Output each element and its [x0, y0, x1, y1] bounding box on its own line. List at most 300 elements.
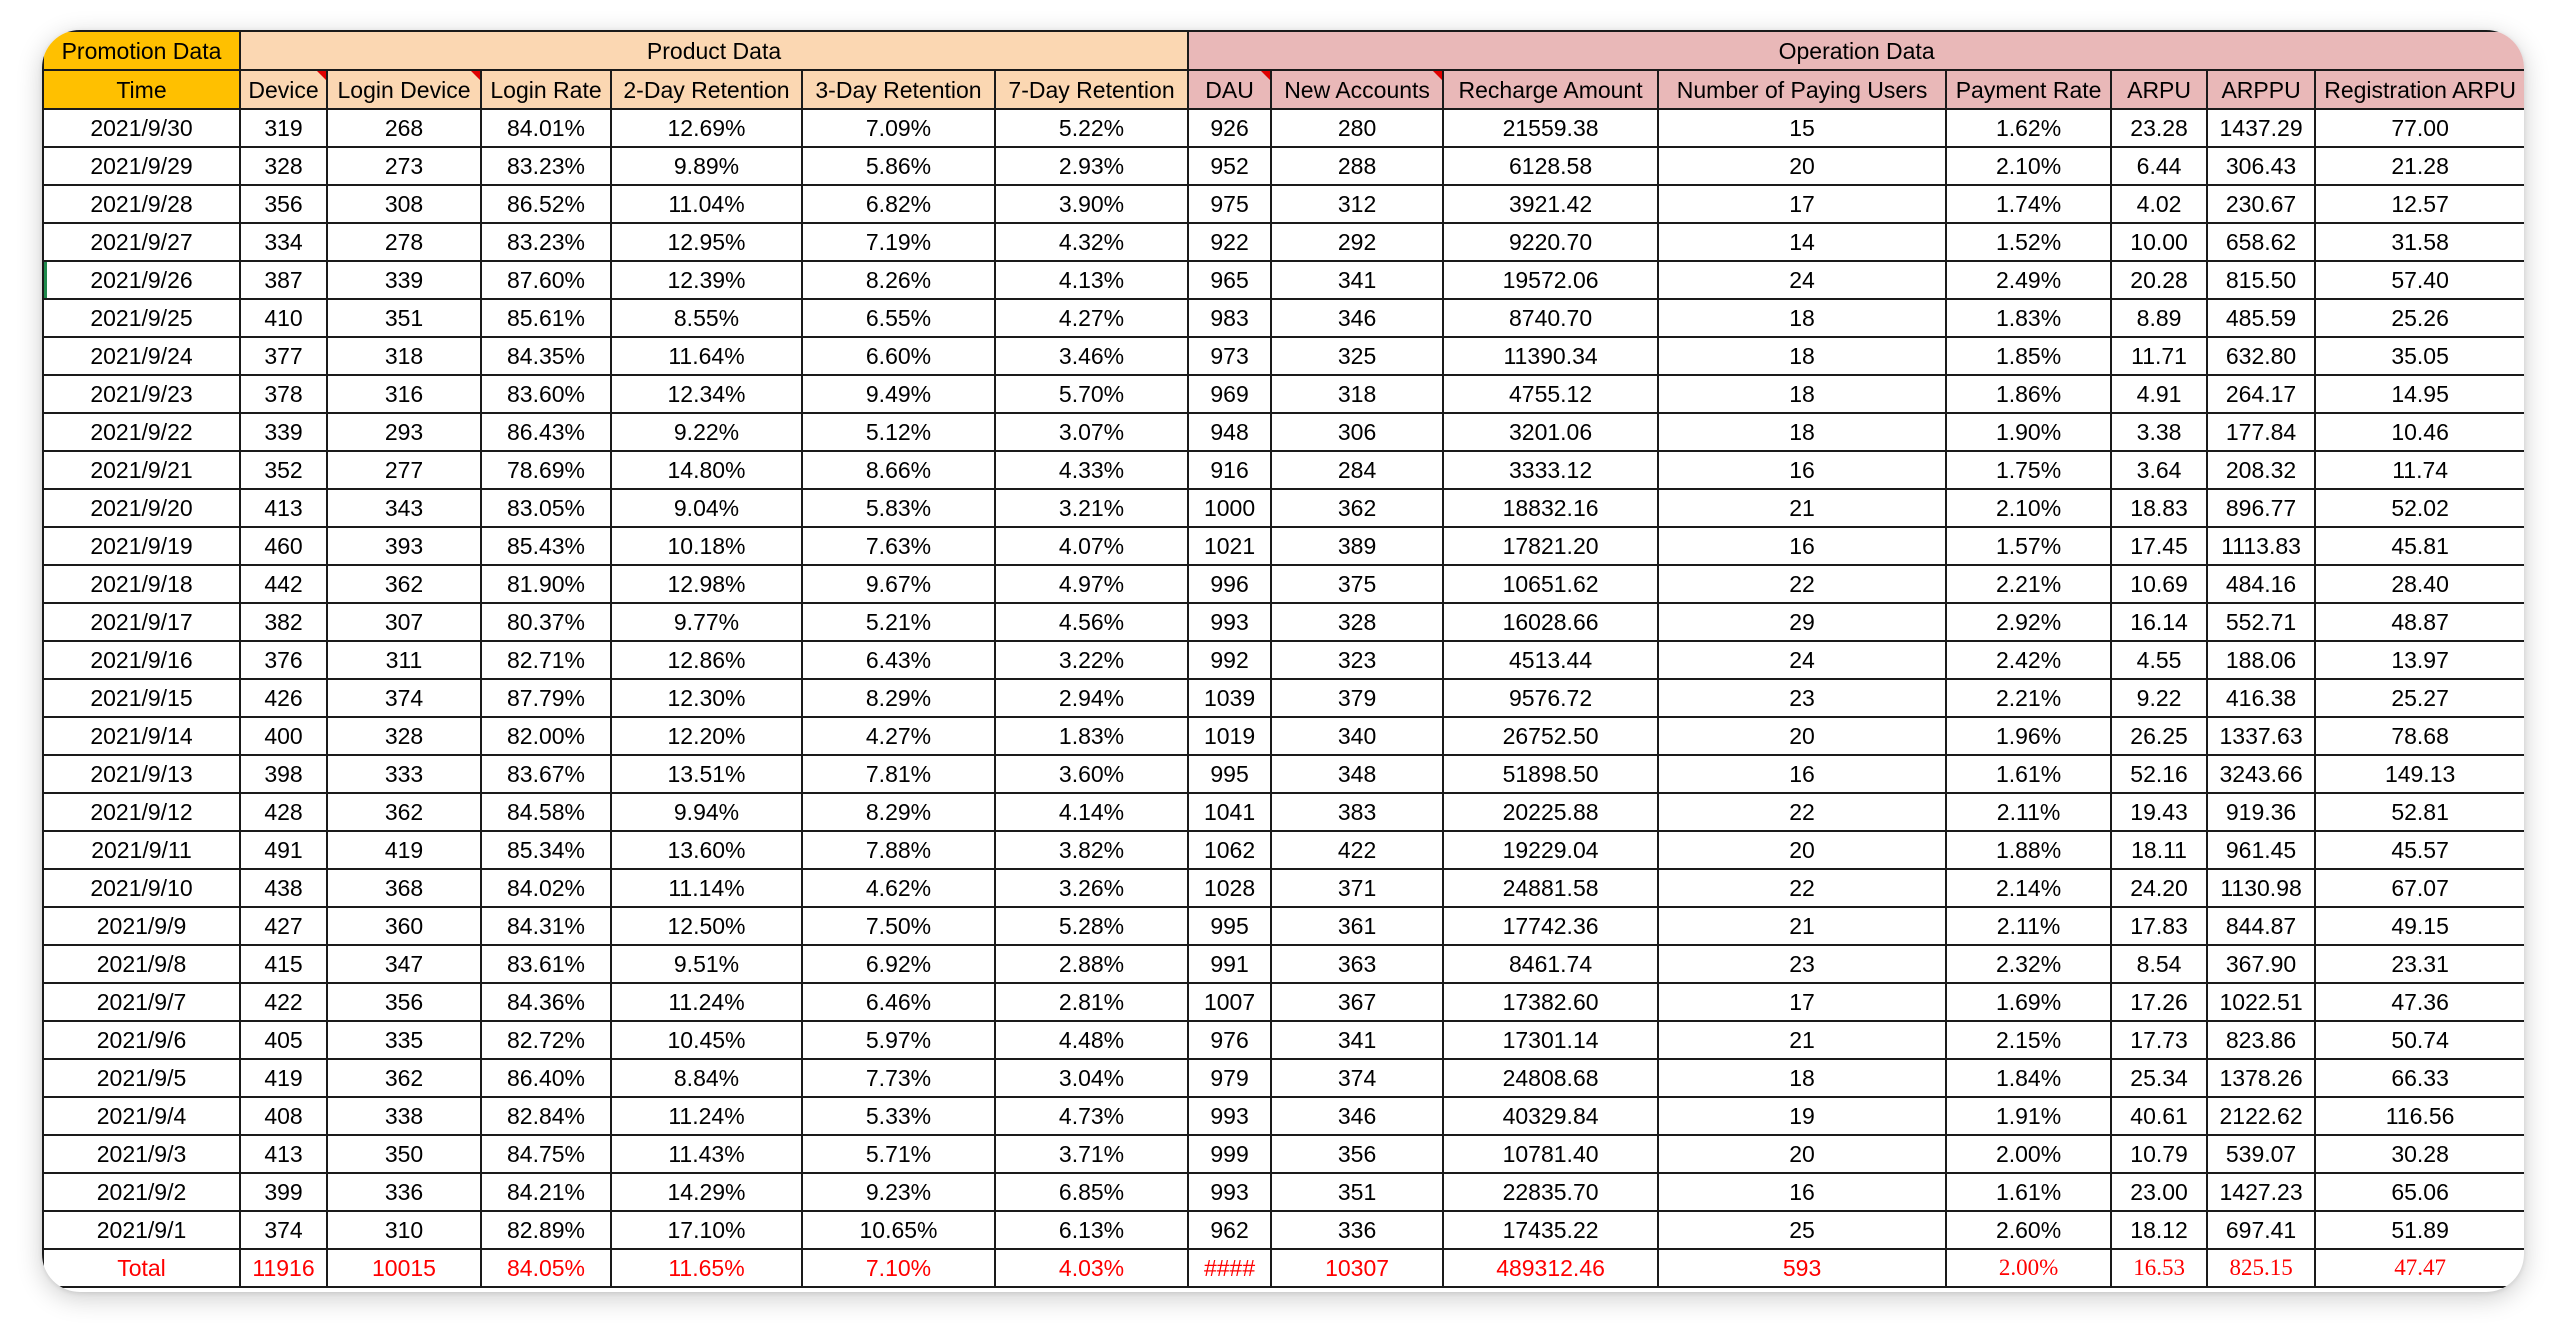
dau-cell[interactable]: 1021 — [1188, 527, 1271, 565]
arppu-cell[interactable]: 1427.23 — [2207, 1173, 2315, 1211]
device-cell[interactable]: 399 — [240, 1173, 327, 1211]
retention-7day-cell[interactable]: 4.48% — [995, 1021, 1188, 1059]
new-accounts-cell[interactable]: 328 — [1271, 603, 1443, 641]
new-accounts-cell[interactable]: 389 — [1271, 527, 1443, 565]
recharge-amount-cell[interactable]: 4755.12 — [1443, 375, 1658, 413]
total-login-device-cell[interactable]: 10015 — [327, 1249, 481, 1287]
retention-3day-cell[interactable]: 4.27% — [802, 717, 995, 755]
login-device-cell[interactable]: 310 — [327, 1211, 481, 1249]
login-device-cell[interactable]: 293 — [327, 413, 481, 451]
login-device-cell[interactable]: 316 — [327, 375, 481, 413]
login-rate-cell[interactable]: 86.43% — [481, 413, 611, 451]
promotion-data-group-header[interactable]: Promotion Data — [43, 31, 240, 70]
retention-2day-cell[interactable]: 12.69% — [611, 109, 802, 147]
arpu-cell[interactable]: 18.12 — [2111, 1211, 2207, 1249]
arpu-cell[interactable]: 9.22 — [2111, 679, 2207, 717]
device-cell[interactable]: 405 — [240, 1021, 327, 1059]
login-device-cell[interactable]: 419 — [327, 831, 481, 869]
dau-cell[interactable]: 973 — [1188, 337, 1271, 375]
arppu-cell[interactable]: 2122.62 — [2207, 1097, 2315, 1135]
payment-rate-cell[interactable]: 2.32% — [1946, 945, 2111, 983]
retention-3day-cell[interactable]: 6.82% — [802, 185, 995, 223]
retention-7day-cell[interactable]: 4.13% — [995, 261, 1188, 299]
paying-users-cell[interactable]: 16 — [1658, 1173, 1946, 1211]
header-time[interactable]: Time — [43, 70, 240, 109]
retention-2day-cell[interactable]: 13.60% — [611, 831, 802, 869]
registration-arpu-cell[interactable]: 30.28 — [2315, 1135, 2524, 1173]
dau-cell[interactable]: 1019 — [1188, 717, 1271, 755]
login-rate-cell[interactable]: 83.67% — [481, 755, 611, 793]
dau-cell[interactable]: 948 — [1188, 413, 1271, 451]
arppu-cell[interactable]: 961.45 — [2207, 831, 2315, 869]
login-device-cell[interactable]: 335 — [327, 1021, 481, 1059]
login-device-cell[interactable]: 351 — [327, 299, 481, 337]
arpu-cell[interactable]: 23.28 — [2111, 109, 2207, 147]
payment-rate-cell[interactable]: 2.92% — [1946, 603, 2111, 641]
retention-3day-cell[interactable]: 5.21% — [802, 603, 995, 641]
retention-2day-cell[interactable]: 11.04% — [611, 185, 802, 223]
header-7day-retention[interactable]: 7-Day Retention — [995, 70, 1188, 109]
retention-2day-cell[interactable]: 11.43% — [611, 1135, 802, 1173]
payment-rate-cell[interactable]: 2.10% — [1946, 147, 2111, 185]
retention-7day-cell[interactable]: 5.70% — [995, 375, 1188, 413]
device-cell[interactable]: 374 — [240, 1211, 327, 1249]
new-accounts-cell[interactable]: 379 — [1271, 679, 1443, 717]
payment-rate-cell[interactable]: 1.52% — [1946, 223, 2111, 261]
arppu-cell[interactable]: 416.38 — [2207, 679, 2315, 717]
arpu-cell[interactable]: 11.71 — [2111, 337, 2207, 375]
login-rate-cell[interactable]: 84.36% — [481, 983, 611, 1021]
paying-users-cell[interactable]: 23 — [1658, 945, 1946, 983]
recharge-amount-cell[interactable]: 10651.62 — [1443, 565, 1658, 603]
registration-arpu-cell[interactable]: 35.05 — [2315, 337, 2524, 375]
recharge-amount-cell[interactable]: 24808.68 — [1443, 1059, 1658, 1097]
paying-users-cell[interactable]: 18 — [1658, 413, 1946, 451]
retention-2day-cell[interactable]: 12.20% — [611, 717, 802, 755]
time-cell[interactable]: 2021/9/10 — [43, 869, 240, 907]
retention-7day-cell[interactable]: 1.83% — [995, 717, 1188, 755]
time-cell[interactable]: 2021/9/3 — [43, 1135, 240, 1173]
dau-cell[interactable]: 1000 — [1188, 489, 1271, 527]
new-accounts-cell[interactable]: 312 — [1271, 185, 1443, 223]
paying-users-cell[interactable]: 20 — [1658, 831, 1946, 869]
device-cell[interactable]: 382 — [240, 603, 327, 641]
paying-users-cell[interactable]: 18 — [1658, 299, 1946, 337]
dau-cell[interactable]: 995 — [1188, 907, 1271, 945]
time-cell[interactable]: 2021/9/27 — [43, 223, 240, 261]
login-rate-cell[interactable]: 83.23% — [481, 147, 611, 185]
retention-2day-cell[interactable]: 9.77% — [611, 603, 802, 641]
retention-3day-cell[interactable]: 9.23% — [802, 1173, 995, 1211]
login-device-cell[interactable]: 336 — [327, 1173, 481, 1211]
payment-rate-cell[interactable]: 1.69% — [1946, 983, 2111, 1021]
new-accounts-cell[interactable]: 336 — [1271, 1211, 1443, 1249]
arpu-cell[interactable]: 4.02 — [2111, 185, 2207, 223]
paying-users-cell[interactable]: 22 — [1658, 869, 1946, 907]
time-cell[interactable]: 2021/9/18 — [43, 565, 240, 603]
arppu-cell[interactable]: 208.32 — [2207, 451, 2315, 489]
device-cell[interactable]: 376 — [240, 641, 327, 679]
time-cell[interactable]: 2021/9/17 — [43, 603, 240, 641]
retention-7day-cell[interactable]: 2.94% — [995, 679, 1188, 717]
recharge-amount-cell[interactable]: 3921.42 — [1443, 185, 1658, 223]
payment-rate-cell[interactable]: 1.62% — [1946, 109, 2111, 147]
login-device-cell[interactable]: 360 — [327, 907, 481, 945]
payment-rate-cell[interactable]: 1.88% — [1946, 831, 2111, 869]
retention-2day-cell[interactable]: 9.04% — [611, 489, 802, 527]
dau-cell[interactable]: 926 — [1188, 109, 1271, 147]
retention-3day-cell[interactable]: 7.50% — [802, 907, 995, 945]
login-device-cell[interactable]: 393 — [327, 527, 481, 565]
arppu-cell[interactable]: 1130.98 — [2207, 869, 2315, 907]
payment-rate-cell[interactable]: 1.57% — [1946, 527, 2111, 565]
time-cell[interactable]: 2021/9/21 — [43, 451, 240, 489]
new-accounts-cell[interactable]: 374 — [1271, 1059, 1443, 1097]
registration-arpu-cell[interactable]: 45.57 — [2315, 831, 2524, 869]
payment-rate-cell[interactable]: 1.61% — [1946, 1173, 2111, 1211]
retention-2day-cell[interactable]: 12.30% — [611, 679, 802, 717]
registration-arpu-cell[interactable]: 65.06 — [2315, 1173, 2524, 1211]
retention-2day-cell[interactable]: 13.51% — [611, 755, 802, 793]
time-cell[interactable]: 2021/9/28 — [43, 185, 240, 223]
time-cell[interactable]: 2021/9/9 — [43, 907, 240, 945]
arppu-cell[interactable]: 306.43 — [2207, 147, 2315, 185]
time-cell[interactable]: 2021/9/15 — [43, 679, 240, 717]
retention-3day-cell[interactable]: 5.71% — [802, 1135, 995, 1173]
new-accounts-cell[interactable]: 318 — [1271, 375, 1443, 413]
login-device-cell[interactable]: 338 — [327, 1097, 481, 1135]
retention-2day-cell[interactable]: 12.34% — [611, 375, 802, 413]
login-device-cell[interactable]: 374 — [327, 679, 481, 717]
payment-rate-cell[interactable]: 2.49% — [1946, 261, 2111, 299]
arppu-cell[interactable]: 658.62 — [2207, 223, 2315, 261]
recharge-amount-cell[interactable]: 19229.04 — [1443, 831, 1658, 869]
total-dau-cell[interactable]: #### — [1188, 1249, 1271, 1287]
time-cell[interactable]: 2021/9/19 — [43, 527, 240, 565]
login-rate-cell[interactable]: 84.01% — [481, 109, 611, 147]
retention-2day-cell[interactable]: 12.50% — [611, 907, 802, 945]
new-accounts-cell[interactable]: 325 — [1271, 337, 1443, 375]
time-cell[interactable]: 2021/9/24 — [43, 337, 240, 375]
retention-2day-cell[interactable]: 11.24% — [611, 1097, 802, 1135]
registration-arpu-cell[interactable]: 116.56 — [2315, 1097, 2524, 1135]
registration-arpu-cell[interactable]: 52.02 — [2315, 489, 2524, 527]
registration-arpu-cell[interactable]: 12.57 — [2315, 185, 2524, 223]
registration-arpu-cell[interactable]: 10.46 — [2315, 413, 2524, 451]
login-rate-cell[interactable]: 82.00% — [481, 717, 611, 755]
payment-rate-cell[interactable]: 2.00% — [1946, 1135, 2111, 1173]
payment-rate-cell[interactable]: 2.21% — [1946, 565, 2111, 603]
header-2day-retention[interactable]: 2-Day Retention — [611, 70, 802, 109]
dau-cell[interactable]: 1039 — [1188, 679, 1271, 717]
header-payment-rate[interactable]: Payment Rate — [1946, 70, 2111, 109]
arpu-cell[interactable]: 17.45 — [2111, 527, 2207, 565]
retention-7day-cell[interactable]: 2.81% — [995, 983, 1188, 1021]
device-cell[interactable]: 387 — [240, 261, 327, 299]
login-device-cell[interactable]: 339 — [327, 261, 481, 299]
dau-cell[interactable]: 975 — [1188, 185, 1271, 223]
total-recharge-amount-cell[interactable]: 489312.46 — [1443, 1249, 1658, 1287]
time-cell[interactable]: 2021/9/4 — [43, 1097, 240, 1135]
new-accounts-cell[interactable]: 348 — [1271, 755, 1443, 793]
device-cell[interactable]: 339 — [240, 413, 327, 451]
retention-7day-cell[interactable]: 3.71% — [995, 1135, 1188, 1173]
retention-7day-cell[interactable]: 2.88% — [995, 945, 1188, 983]
arpu-cell[interactable]: 10.00 — [2111, 223, 2207, 261]
recharge-amount-cell[interactable]: 17435.22 — [1443, 1211, 1658, 1249]
header-login-device[interactable]: Login Device — [327, 70, 481, 109]
arpu-cell[interactable]: 3.38 — [2111, 413, 2207, 451]
paying-users-cell[interactable]: 20 — [1658, 1135, 1946, 1173]
retention-2day-cell[interactable]: 9.89% — [611, 147, 802, 185]
retention-7day-cell[interactable]: 4.73% — [995, 1097, 1188, 1135]
dau-cell[interactable]: 1007 — [1188, 983, 1271, 1021]
time-cell[interactable]: 2021/9/13 — [43, 755, 240, 793]
login-rate-cell[interactable]: 83.05% — [481, 489, 611, 527]
arpu-cell[interactable]: 26.25 — [2111, 717, 2207, 755]
header-paying-users[interactable]: Number of Paying Users — [1658, 70, 1946, 109]
total-arpu-cell[interactable]: 16.53 — [2111, 1249, 2207, 1287]
registration-arpu-cell[interactable]: 11.74 — [2315, 451, 2524, 489]
registration-arpu-cell[interactable]: 28.40 — [2315, 565, 2524, 603]
new-accounts-cell[interactable]: 306 — [1271, 413, 1443, 451]
login-rate-cell[interactable]: 84.02% — [481, 869, 611, 907]
retention-3day-cell[interactable]: 5.86% — [802, 147, 995, 185]
total-paying-users-cell[interactable]: 593 — [1658, 1249, 1946, 1287]
login-rate-cell[interactable]: 80.37% — [481, 603, 611, 641]
arpu-cell[interactable]: 17.83 — [2111, 907, 2207, 945]
registration-arpu-cell[interactable]: 66.33 — [2315, 1059, 2524, 1097]
retention-3day-cell[interactable]: 9.67% — [802, 565, 995, 603]
arpu-cell[interactable]: 52.16 — [2111, 755, 2207, 793]
recharge-amount-cell[interactable]: 8740.70 — [1443, 299, 1658, 337]
new-accounts-cell[interactable]: 280 — [1271, 109, 1443, 147]
device-cell[interactable]: 442 — [240, 565, 327, 603]
retention-7day-cell[interactable]: 4.07% — [995, 527, 1188, 565]
time-cell[interactable]: 2021/9/7 — [43, 983, 240, 1021]
login-rate-cell[interactable]: 85.34% — [481, 831, 611, 869]
retention-7day-cell[interactable]: 4.56% — [995, 603, 1188, 641]
paying-users-cell[interactable]: 17 — [1658, 185, 1946, 223]
paying-users-cell[interactable]: 25 — [1658, 1211, 1946, 1249]
retention-2day-cell[interactable]: 8.55% — [611, 299, 802, 337]
recharge-amount-cell[interactable]: 11390.34 — [1443, 337, 1658, 375]
login-rate-cell[interactable]: 84.75% — [481, 1135, 611, 1173]
device-cell[interactable]: 422 — [240, 983, 327, 1021]
login-device-cell[interactable]: 277 — [327, 451, 481, 489]
payment-rate-cell[interactable]: 2.60% — [1946, 1211, 2111, 1249]
login-device-cell[interactable]: 350 — [327, 1135, 481, 1173]
header-recharge-amount[interactable]: Recharge Amount — [1443, 70, 1658, 109]
arpu-cell[interactable]: 17.73 — [2111, 1021, 2207, 1059]
paying-users-cell[interactable]: 16 — [1658, 527, 1946, 565]
retention-7day-cell[interactable]: 6.13% — [995, 1211, 1188, 1249]
payment-rate-cell[interactable]: 1.90% — [1946, 413, 2111, 451]
retention-3day-cell[interactable]: 6.43% — [802, 641, 995, 679]
device-cell[interactable]: 334 — [240, 223, 327, 261]
login-rate-cell[interactable]: 78.69% — [481, 451, 611, 489]
login-device-cell[interactable]: 308 — [327, 185, 481, 223]
time-cell[interactable]: 2021/9/29 — [43, 147, 240, 185]
device-cell[interactable]: 319 — [240, 109, 327, 147]
payment-rate-cell[interactable]: 1.83% — [1946, 299, 2111, 337]
login-rate-cell[interactable]: 84.35% — [481, 337, 611, 375]
payment-rate-cell[interactable]: 1.85% — [1946, 337, 2111, 375]
arppu-cell[interactable]: 896.77 — [2207, 489, 2315, 527]
retention-3day-cell[interactable]: 7.63% — [802, 527, 995, 565]
device-cell[interactable]: 410 — [240, 299, 327, 337]
arppu-cell[interactable]: 539.07 — [2207, 1135, 2315, 1173]
dau-cell[interactable]: 979 — [1188, 1059, 1271, 1097]
login-rate-cell[interactable]: 85.61% — [481, 299, 611, 337]
arppu-cell[interactable]: 1022.51 — [2207, 983, 2315, 1021]
dau-cell[interactable]: 1062 — [1188, 831, 1271, 869]
paying-users-cell[interactable]: 18 — [1658, 1059, 1946, 1097]
time-cell[interactable]: 2021/9/2 — [43, 1173, 240, 1211]
time-cell[interactable]: 2021/9/8 — [43, 945, 240, 983]
paying-users-cell[interactable]: 24 — [1658, 641, 1946, 679]
recharge-amount-cell[interactable]: 17821.20 — [1443, 527, 1658, 565]
paying-users-cell[interactable]: 29 — [1658, 603, 1946, 641]
registration-arpu-cell[interactable]: 67.07 — [2315, 869, 2524, 907]
total-arppu-cell[interactable]: 825.15 — [2207, 1249, 2315, 1287]
paying-users-cell[interactable]: 21 — [1658, 489, 1946, 527]
new-accounts-cell[interactable]: 363 — [1271, 945, 1443, 983]
arpu-cell[interactable]: 23.00 — [2111, 1173, 2207, 1211]
total-payment-rate-cell[interactable]: 2.00% — [1946, 1249, 2111, 1287]
payment-rate-cell[interactable]: 2.14% — [1946, 869, 2111, 907]
paying-users-cell[interactable]: 15 — [1658, 109, 1946, 147]
retention-3day-cell[interactable]: 8.29% — [802, 793, 995, 831]
dau-cell[interactable]: 996 — [1188, 565, 1271, 603]
device-cell[interactable]: 352 — [240, 451, 327, 489]
arppu-cell[interactable]: 264.17 — [2207, 375, 2315, 413]
arpu-cell[interactable]: 18.11 — [2111, 831, 2207, 869]
dau-cell[interactable]: 922 — [1188, 223, 1271, 261]
retention-7day-cell[interactable]: 3.22% — [995, 641, 1188, 679]
recharge-amount-cell[interactable]: 26752.50 — [1443, 717, 1658, 755]
registration-arpu-cell[interactable]: 14.95 — [2315, 375, 2524, 413]
registration-arpu-cell[interactable]: 23.31 — [2315, 945, 2524, 983]
payment-rate-cell[interactable]: 1.84% — [1946, 1059, 2111, 1097]
new-accounts-cell[interactable]: 367 — [1271, 983, 1443, 1021]
recharge-amount-cell[interactable]: 10781.40 — [1443, 1135, 1658, 1173]
retention-7day-cell[interactable]: 2.93% — [995, 147, 1188, 185]
arpu-cell[interactable]: 17.26 — [2111, 983, 2207, 1021]
login-rate-cell[interactable]: 82.84% — [481, 1097, 611, 1135]
arppu-cell[interactable]: 1113.83 — [2207, 527, 2315, 565]
retention-2day-cell[interactable]: 12.86% — [611, 641, 802, 679]
dau-cell[interactable]: 995 — [1188, 755, 1271, 793]
login-rate-cell[interactable]: 83.60% — [481, 375, 611, 413]
retention-7day-cell[interactable]: 3.04% — [995, 1059, 1188, 1097]
retention-2day-cell[interactable]: 12.95% — [611, 223, 802, 261]
payment-rate-cell[interactable]: 2.15% — [1946, 1021, 2111, 1059]
header-3day-retention[interactable]: 3-Day Retention — [802, 70, 995, 109]
arppu-cell[interactable]: 3243.66 — [2207, 755, 2315, 793]
new-accounts-cell[interactable]: 422 — [1271, 831, 1443, 869]
device-cell[interactable]: 491 — [240, 831, 327, 869]
registration-arpu-cell[interactable]: 149.13 — [2315, 755, 2524, 793]
arpu-cell[interactable]: 19.43 — [2111, 793, 2207, 831]
arppu-cell[interactable]: 177.84 — [2207, 413, 2315, 451]
retention-2day-cell[interactable]: 8.84% — [611, 1059, 802, 1097]
header-new-accounts[interactable]: New Accounts — [1271, 70, 1443, 109]
login-rate-cell[interactable]: 83.61% — [481, 945, 611, 983]
recharge-amount-cell[interactable]: 17382.60 — [1443, 983, 1658, 1021]
dau-cell[interactable]: 993 — [1188, 603, 1271, 641]
recharge-amount-cell[interactable]: 9576.72 — [1443, 679, 1658, 717]
payment-rate-cell[interactable]: 2.42% — [1946, 641, 2111, 679]
arpu-cell[interactable]: 10.79 — [2111, 1135, 2207, 1173]
retention-3day-cell[interactable]: 7.81% — [802, 755, 995, 793]
total-device-cell[interactable]: 11916 — [240, 1249, 327, 1287]
arppu-cell[interactable]: 367.90 — [2207, 945, 2315, 983]
time-cell[interactable]: 2021/9/14 — [43, 717, 240, 755]
retention-3day-cell[interactable]: 6.60% — [802, 337, 995, 375]
arppu-cell[interactable]: 485.59 — [2207, 299, 2315, 337]
paying-users-cell[interactable]: 20 — [1658, 717, 1946, 755]
retention-3day-cell[interactable]: 7.88% — [802, 831, 995, 869]
time-cell[interactable]: 2021/9/1 — [43, 1211, 240, 1249]
total-label-cell[interactable]: Total — [43, 1249, 240, 1287]
retention-2day-cell[interactable]: 9.22% — [611, 413, 802, 451]
login-device-cell[interactable]: 362 — [327, 565, 481, 603]
recharge-amount-cell[interactable]: 16028.66 — [1443, 603, 1658, 641]
device-cell[interactable]: 438 — [240, 869, 327, 907]
dau-cell[interactable]: 992 — [1188, 641, 1271, 679]
login-device-cell[interactable]: 307 — [327, 603, 481, 641]
retention-7day-cell[interactable]: 3.07% — [995, 413, 1188, 451]
retention-2day-cell[interactable]: 10.45% — [611, 1021, 802, 1059]
operation-data-group-header[interactable]: Operation Data — [1188, 31, 2524, 70]
device-cell[interactable]: 356 — [240, 185, 327, 223]
registration-arpu-cell[interactable]: 57.40 — [2315, 261, 2524, 299]
new-accounts-cell[interactable]: 341 — [1271, 261, 1443, 299]
login-rate-cell[interactable]: 82.71% — [481, 641, 611, 679]
dau-cell[interactable]: 952 — [1188, 147, 1271, 185]
device-cell[interactable]: 415 — [240, 945, 327, 983]
registration-arpu-cell[interactable]: 52.81 — [2315, 793, 2524, 831]
retention-7day-cell[interactable]: 5.28% — [995, 907, 1188, 945]
recharge-amount-cell[interactable]: 20225.88 — [1443, 793, 1658, 831]
device-cell[interactable]: 408 — [240, 1097, 327, 1135]
retention-7day-cell[interactable]: 3.21% — [995, 489, 1188, 527]
retention-7day-cell[interactable]: 3.26% — [995, 869, 1188, 907]
login-device-cell[interactable]: 343 — [327, 489, 481, 527]
registration-arpu-cell[interactable]: 21.28 — [2315, 147, 2524, 185]
registration-arpu-cell[interactable]: 47.36 — [2315, 983, 2524, 1021]
payment-rate-cell[interactable]: 2.21% — [1946, 679, 2111, 717]
recharge-amount-cell[interactable]: 3333.12 — [1443, 451, 1658, 489]
new-accounts-cell[interactable]: 356 — [1271, 1135, 1443, 1173]
arpu-cell[interactable]: 8.54 — [2111, 945, 2207, 983]
recharge-amount-cell[interactable]: 3201.06 — [1443, 413, 1658, 451]
login-device-cell[interactable]: 362 — [327, 1059, 481, 1097]
new-accounts-cell[interactable]: 371 — [1271, 869, 1443, 907]
paying-users-cell[interactable]: 18 — [1658, 337, 1946, 375]
retention-2day-cell[interactable]: 12.98% — [611, 565, 802, 603]
login-rate-cell[interactable]: 82.89% — [481, 1211, 611, 1249]
new-accounts-cell[interactable]: 375 — [1271, 565, 1443, 603]
paying-users-cell[interactable]: 14 — [1658, 223, 1946, 261]
login-rate-cell[interactable]: 84.21% — [481, 1173, 611, 1211]
login-device-cell[interactable]: 278 — [327, 223, 481, 261]
retention-2day-cell[interactable]: 9.51% — [611, 945, 802, 983]
total-2day-retention-cell[interactable]: 11.65% — [611, 1249, 802, 1287]
retention-7day-cell[interactable]: 3.60% — [995, 755, 1188, 793]
paying-users-cell[interactable]: 21 — [1658, 1021, 1946, 1059]
